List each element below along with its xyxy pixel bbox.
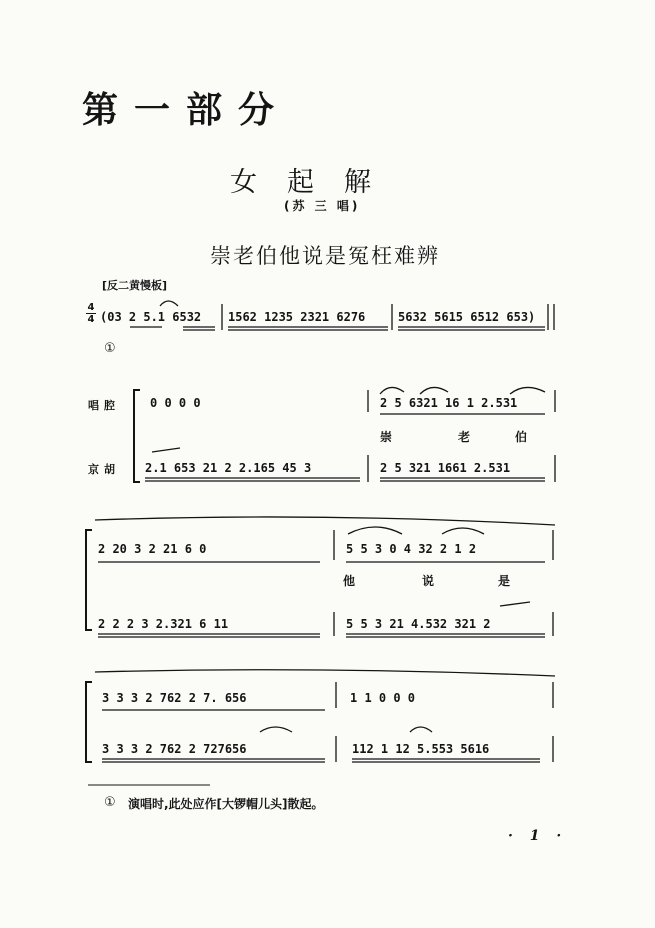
system-bracket [86, 530, 92, 630]
slur [420, 387, 448, 394]
intro-segment: (03 2 5.1 6532 [100, 310, 202, 324]
lyric-syllable: 老 [458, 430, 471, 444]
footnote-mark: ① [104, 795, 116, 810]
lyric-syllable: 崇 [380, 430, 393, 444]
glide-mark [500, 602, 530, 606]
part-title: 第一部分 [82, 90, 291, 131]
singing-measure: 3 3 3 2 762 2 7. 656 [102, 691, 247, 705]
intro-segment: 1562 1235 2321 6276 [228, 310, 366, 324]
part-label-singing: 唱腔 [88, 399, 120, 412]
slur [442, 528, 484, 534]
system-tie [95, 517, 555, 525]
slur [160, 301, 178, 306]
time-signature-top: 4 [87, 302, 95, 313]
footnote-text: 演唱时,此处应作[大锣帽儿头]散起。 [128, 797, 324, 811]
system-bracket [134, 390, 140, 482]
slur [348, 527, 402, 534]
aria-title: 崇老伯他说是冤枉难辨 [210, 244, 440, 268]
system-bracket [86, 682, 92, 762]
singing-measure: 0 0 0 0 [150, 396, 201, 410]
singing-measure: 2 20 3 2 21 6 0 [98, 542, 207, 556]
jinghu-measure: 2 2 2 3 2.321 6 11 [98, 617, 229, 631]
slur [510, 387, 545, 394]
singing-measure: 5 5 3 0 4 32 2 1 2 [346, 542, 477, 556]
intro-segment: 5632 5615 6512 653) [398, 310, 536, 324]
jinghu-measure: 3 3 3 2 762 2 727656 [102, 742, 247, 756]
glide-mark [152, 448, 180, 452]
slur [260, 727, 292, 732]
singing-measure: 1 1 0 0 0 [350, 691, 416, 705]
jinghu-measure: 5 5 3 21 4.532 321 2 [346, 617, 491, 631]
part-label-jinghu: 京胡 [88, 463, 120, 476]
time-signature-bottom: 4 [87, 314, 95, 325]
system-tie [95, 670, 555, 676]
intro-note-mark: ① [104, 341, 116, 356]
singer-note: (苏 三 唱) [284, 199, 361, 213]
slur [380, 387, 404, 394]
lyric-syllable: 是 [498, 574, 511, 588]
mode-label: [反二黄慢板] [102, 279, 168, 292]
singing-measure: 2 5 6321 16 1 2.531 [380, 396, 518, 410]
page-number: · 1 · [508, 828, 568, 844]
jinghu-measure: 2.1 653 21 2 2.165 45 3 [145, 461, 312, 475]
jinghu-measure: 2 5 321 1661 2.531 [380, 461, 511, 475]
song-title: 女起解 [230, 167, 401, 198]
slur [410, 727, 432, 732]
lyric-syllable: 伯 [515, 430, 528, 444]
lyric-syllable: 他 [343, 574, 356, 588]
jinghu-measure: 112 1 12 5.553 5616 [352, 742, 490, 756]
lyric-syllable: 说 [422, 574, 435, 588]
